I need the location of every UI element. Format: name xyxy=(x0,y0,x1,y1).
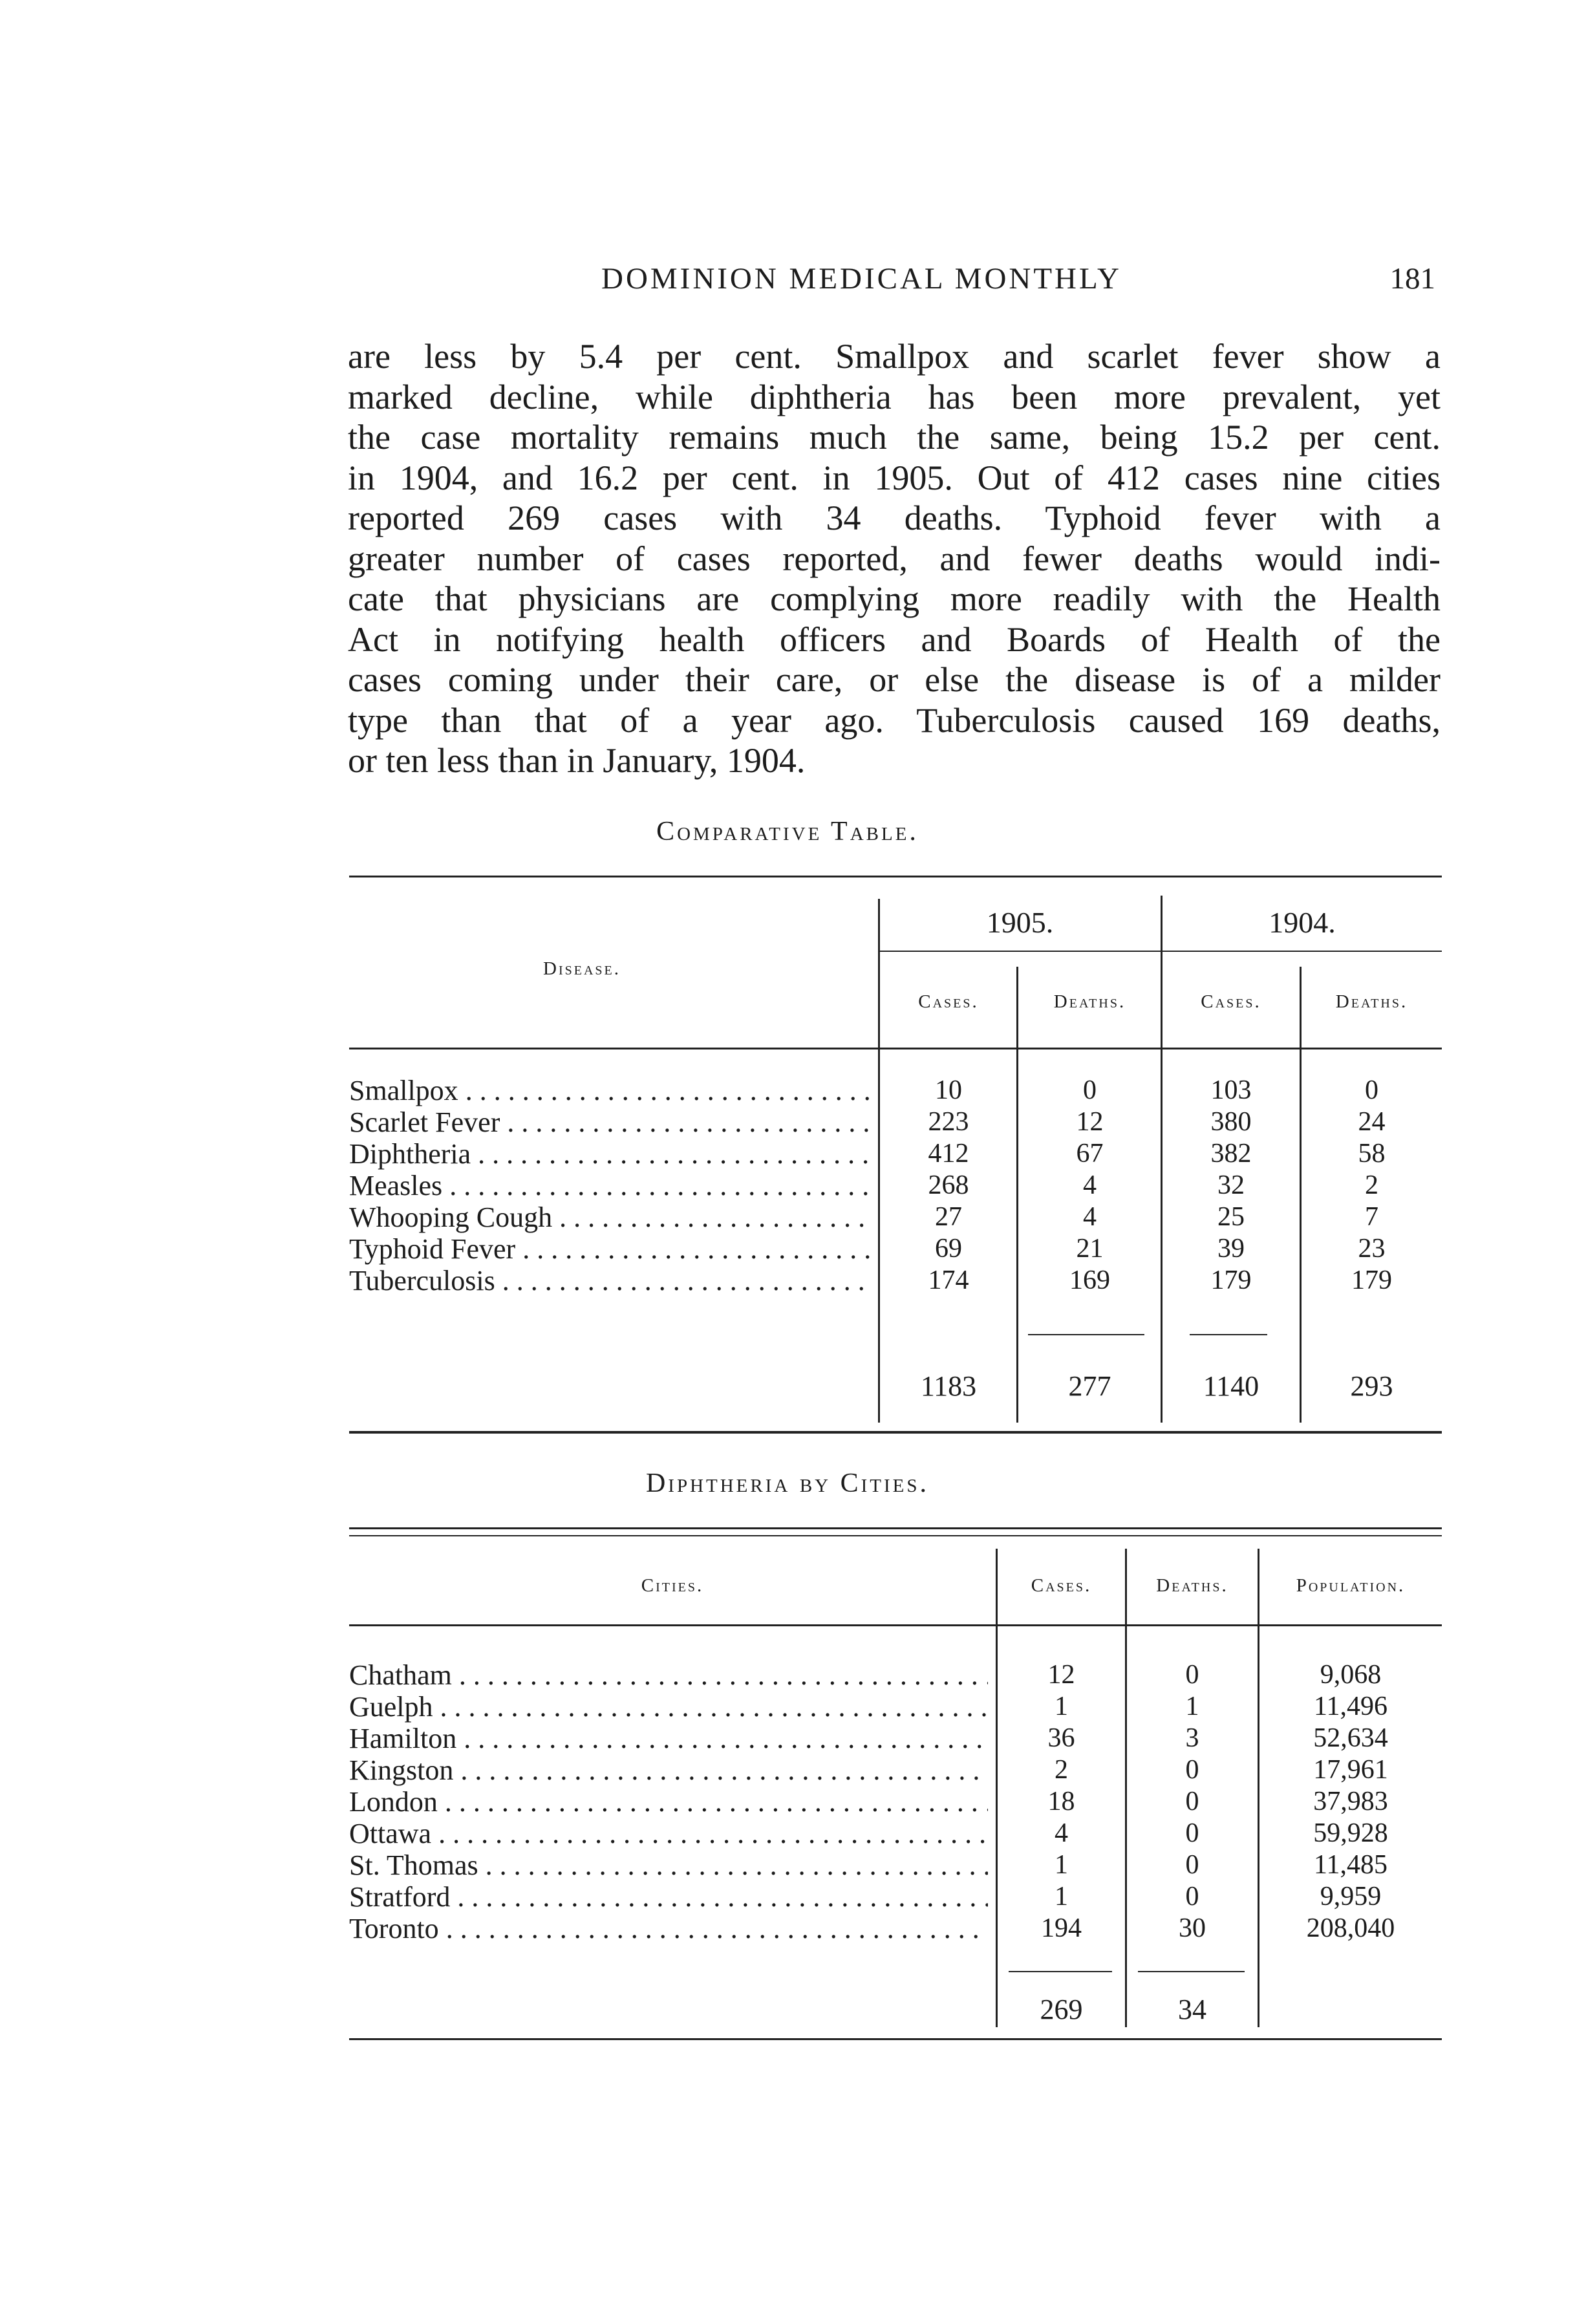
city-name: London . . . xyxy=(349,1786,988,1818)
cities-header: Cities. xyxy=(641,1575,704,1596)
text-line: in 1904, and 16.2 per cent. in 1905. Out of 412 cases nine cities xyxy=(348,458,1441,497)
total-deaths: 34 xyxy=(1178,1994,1206,2025)
city-cases: 1 xyxy=(1055,1850,1068,1880)
city-cases: 1 xyxy=(1055,1692,1068,1721)
deaths-1904: 23 xyxy=(1358,1234,1386,1264)
city-deaths: 0 xyxy=(1185,1787,1199,1816)
cases-1904: 380 xyxy=(1210,1107,1252,1137)
city-name: Kingston . . . xyxy=(349,1754,988,1786)
totals-rule xyxy=(1138,1971,1245,1972)
text-line: greater number of cases reported, and fewer deaths would indi- xyxy=(348,539,1441,578)
deaths-1904: 58 xyxy=(1358,1139,1386,1168)
cases-1905: 412 xyxy=(928,1139,969,1168)
total-cases: 269 xyxy=(1040,1994,1083,2025)
column-divider xyxy=(1016,967,1018,1423)
cases-1904: 382 xyxy=(1210,1139,1252,1168)
city-name: Chatham . . . xyxy=(349,1659,988,1691)
city-deaths: 0 xyxy=(1185,1818,1199,1848)
cases-1904: 32 xyxy=(1217,1170,1245,1200)
city-cases: 36 xyxy=(1047,1723,1075,1753)
deaths-1905: 4 xyxy=(1083,1170,1097,1200)
page-number: 181 xyxy=(1389,262,1435,296)
city-cases: 4 xyxy=(1055,1818,1068,1848)
city-population: 17,961 xyxy=(1313,1755,1388,1785)
city-name: Toronto . . . xyxy=(349,1913,988,1944)
city-deaths: 0 xyxy=(1185,1850,1199,1880)
cases-1904-header: Cases. xyxy=(1201,991,1261,1012)
text-line: Act in notifying health officers and Boards of Health of the xyxy=(348,619,1441,659)
cases-1905: 27 xyxy=(935,1202,962,1232)
deaths-1904-header: Deaths. xyxy=(1335,991,1408,1012)
table-header-rule xyxy=(349,1624,1442,1626)
city-name: Guelph . . . xyxy=(349,1691,988,1723)
running-title: DOMINION MEDICAL MONTHLY xyxy=(601,262,1122,296)
table-header-rule xyxy=(349,1048,1442,1049)
cases-1905: 268 xyxy=(928,1170,969,1200)
deaths-1905: 0 xyxy=(1083,1075,1097,1105)
deaths-1904: 24 xyxy=(1358,1107,1386,1137)
total-cases-1905: 1183 xyxy=(920,1370,977,1402)
cases-1904: 39 xyxy=(1217,1234,1245,1264)
deaths-1904: 0 xyxy=(1365,1075,1378,1105)
text-line: or ten less than in January, 1904. xyxy=(348,741,806,780)
cases-1904: 179 xyxy=(1210,1265,1252,1295)
deaths-1905: 169 xyxy=(1069,1265,1110,1295)
diphtheria-table-title: Diphtheria by Cities. xyxy=(645,1469,930,1498)
text-line: are less by 5.4 per cent. Smallpox and scarlet fever show a xyxy=(348,337,1441,376)
column-divider xyxy=(878,899,880,1423)
city-name: St. Thomas . . . xyxy=(349,1849,988,1881)
text-line: reported 269 cases with 34 deaths. Typhoid fever with a xyxy=(348,499,1441,537)
text-line: type than that of a year ago. Tuberculosis caused 169 deaths, xyxy=(348,700,1441,740)
city-cases: 1 xyxy=(1055,1882,1068,1911)
total-deaths-1905: 277 xyxy=(1068,1370,1111,1402)
text-line: the case mortality remains much the same, being 15.2 per cent. xyxy=(348,418,1441,457)
city-cases: 18 xyxy=(1047,1787,1075,1816)
disease-name: Tuberculosis . . . xyxy=(349,1265,870,1296)
disease-name: Diphtheria . . . xyxy=(349,1138,870,1170)
city-deaths: 3 xyxy=(1185,1723,1199,1753)
deaths-1905: 12 xyxy=(1076,1107,1104,1137)
total-deaths-1904: 293 xyxy=(1350,1370,1393,1402)
year-1904-header: 1904. xyxy=(1269,906,1336,939)
disease-name: Whooping Cough . . . xyxy=(349,1201,870,1233)
city-deaths: 0 xyxy=(1185,1882,1199,1911)
deaths-1904: 2 xyxy=(1365,1170,1378,1200)
totals-rule xyxy=(1009,1971,1112,1972)
cases-1905: 174 xyxy=(928,1265,969,1295)
disease-name: Scarlet Fever . . . xyxy=(349,1106,870,1138)
body-paragraph xyxy=(348,336,1441,781)
city-population: 37,983 xyxy=(1313,1787,1388,1816)
cases-1904: 103 xyxy=(1210,1075,1252,1105)
city-population: 9,959 xyxy=(1320,1882,1382,1911)
cases-1904: 25 xyxy=(1217,1202,1245,1232)
disease-name: Measles . . . xyxy=(349,1170,870,1201)
city-cases: 12 xyxy=(1047,1660,1075,1690)
cases-1905: 223 xyxy=(928,1107,969,1137)
city-population: 59,928 xyxy=(1313,1818,1388,1848)
city-population: 11,485 xyxy=(1314,1850,1388,1880)
cases-1905-header: Cases. xyxy=(918,991,979,1012)
deaths-1905: 21 xyxy=(1076,1234,1104,1264)
table-bottom-rule xyxy=(349,1431,1442,1434)
population-header: Population. xyxy=(1296,1575,1406,1596)
totals-rule xyxy=(1190,1334,1267,1335)
text-line: marked decline, while diphtheria has been more prevalent, yet xyxy=(348,377,1441,416)
cases-1905: 10 xyxy=(935,1075,962,1105)
table-top-rule xyxy=(349,1527,1442,1529)
table-bottom-rule xyxy=(349,2038,1442,2040)
city-cases: 2 xyxy=(1055,1755,1068,1785)
table-top-rule xyxy=(349,1535,1442,1536)
city-population: 9,068 xyxy=(1320,1660,1382,1690)
disease-header: Disease. xyxy=(543,958,621,979)
running-header xyxy=(349,261,1435,307)
city-population: 52,634 xyxy=(1313,1723,1388,1753)
city-name: Stratford . . . xyxy=(349,1881,988,1913)
disease-name: Typhoid Fever . . . xyxy=(349,1233,870,1265)
totals-rule xyxy=(1028,1334,1144,1335)
comparative-table-title: Comparative Table. xyxy=(656,817,919,846)
city-deaths: 30 xyxy=(1179,1913,1206,1943)
deaths-1904: 179 xyxy=(1351,1265,1392,1295)
city-deaths: 1 xyxy=(1185,1692,1199,1721)
city-name: Hamilton . . . xyxy=(349,1723,988,1754)
table-top-rule xyxy=(349,876,1442,877)
deaths-1905: 67 xyxy=(1076,1139,1104,1168)
deaths-1905: 4 xyxy=(1083,1202,1097,1232)
year-1905-header: 1905. xyxy=(986,906,1054,939)
disease-name: Smallpox . . . xyxy=(349,1075,870,1106)
total-cases-1904: 1140 xyxy=(1203,1370,1259,1402)
deaths-header: Deaths. xyxy=(1156,1575,1228,1596)
deaths-1904: 7 xyxy=(1365,1202,1378,1232)
text-line: cases coming under their care, or else the disease is of a milder xyxy=(348,660,1441,699)
deaths-1905-header: Deaths. xyxy=(1053,991,1126,1012)
city-population: 11,496 xyxy=(1314,1692,1388,1721)
city-population: 208,040 xyxy=(1306,1913,1395,1943)
city-deaths: 0 xyxy=(1185,1660,1199,1690)
cases-header: Cases. xyxy=(1031,1575,1092,1596)
cases-1905: 69 xyxy=(935,1234,962,1264)
city-cases: 194 xyxy=(1041,1913,1082,1943)
city-name: Ottawa . . . xyxy=(349,1818,988,1849)
text-line: cate that physicians are complying more readily with the Health xyxy=(348,579,1441,618)
city-deaths: 0 xyxy=(1185,1755,1199,1785)
